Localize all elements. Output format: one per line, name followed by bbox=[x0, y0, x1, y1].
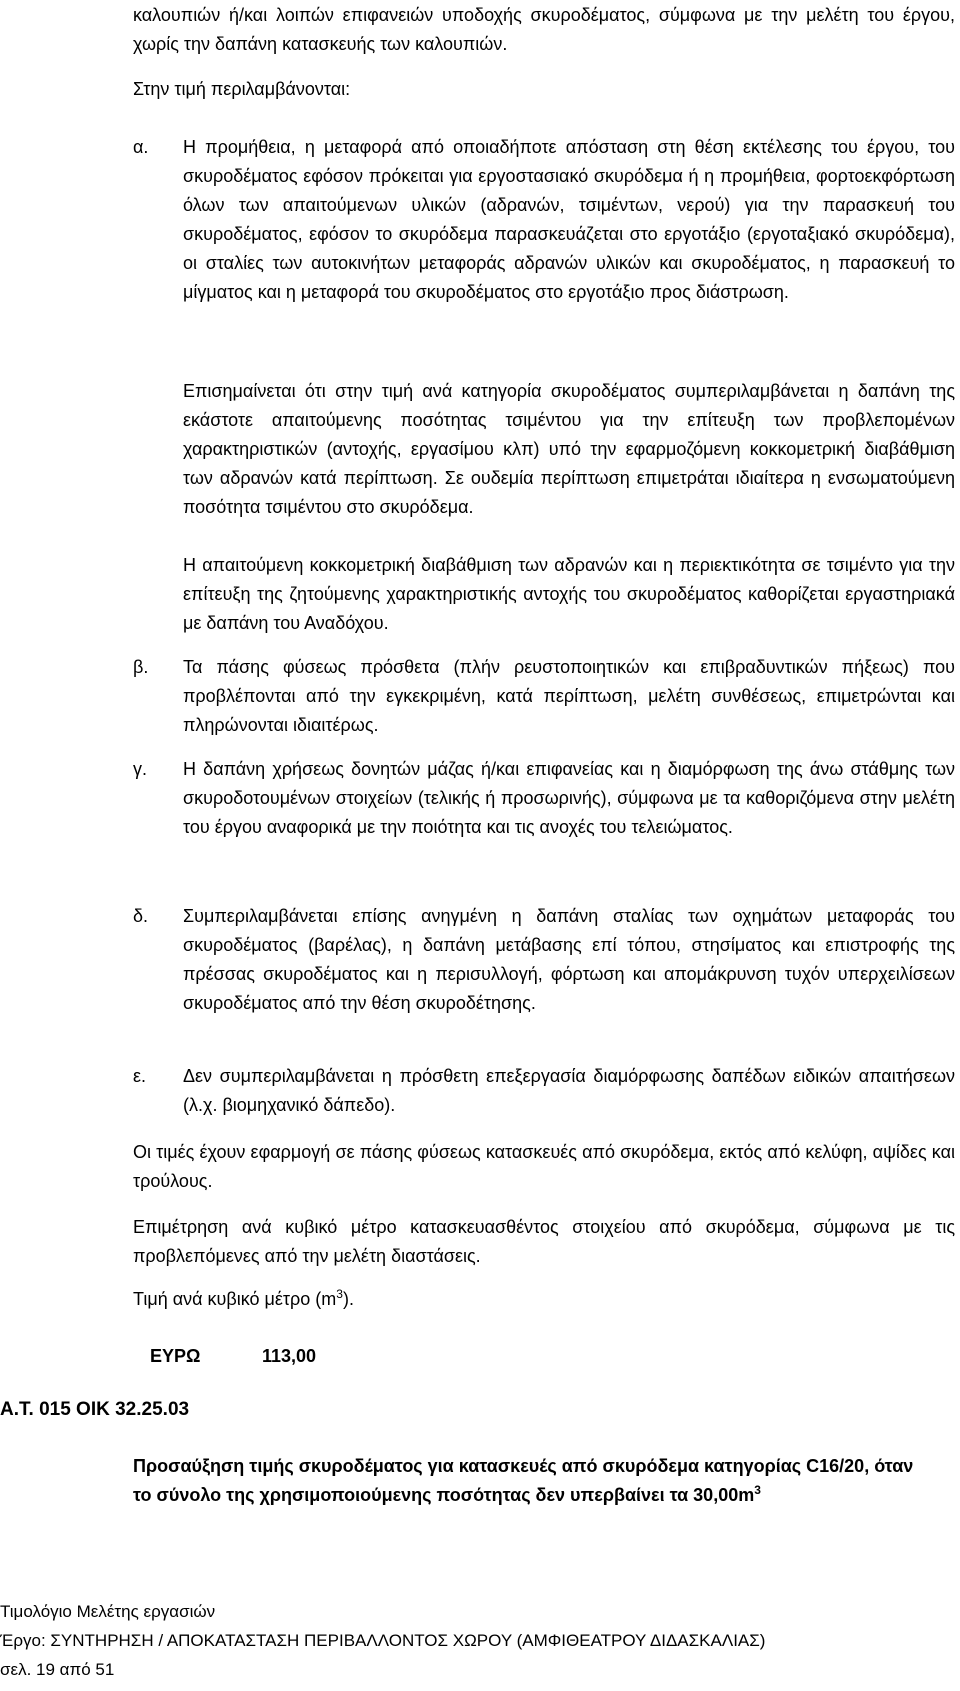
next-item-code: Α.Τ. 015 ΟΙΚ 32.25.03 bbox=[0, 1399, 190, 1420]
intro-continuation: καλουπιών ή/και λοιπών επιφανειών υποδοχής σκυροδέματος, σύμφωνα με την μελέτη του έργου, χωρίς την δαπάνη κατασκευής των καλουπιών. bbox=[133, 5, 955, 54]
next-item-title-text: Προσαύξηση τιμής σκυροδέματος για κατασκευές από σκυρόδεμα κατηγορίας C16/20, όταν το σύνολο της χρησιμοποιούμενης ποσότητας δεν υπερβαίνει τα 30,00m bbox=[133, 1456, 914, 1505]
price-currency: ΕΥΡΩ bbox=[150, 1346, 201, 1366]
unit-price-note bbox=[133, 1285, 955, 1314]
item-a-paragraph-1: Η προμήθεια, η μεταφορά από οποιαδήποτε απόσταση στη θέση εκτέλεσης του έργου, του σκυροδέματος εφόσον πρόκειται για εργοστασιακό σκυρόδεμα ή η προμήθεια, φορτοεκφόρτωση όλων των απαιτούμενων υλικών (αδρανών, τσιμέντων, νερού) για την παρασκευή του σκυροδέματος, εφόσον το σκυρόδεμα παρασκευάζεται στο εργοτάξιο (εργοταξιακό σκυρόδεμα), οι σταλίες των αυτοκινήτων μεταφοράς αδρανών υλικών και σκυροδέματος, η παρασκευή το μίγματος και η μεταφορά του σκυροδέματος στο εργοτάξιο προς διάστρωση. bbox=[183, 137, 955, 302]
item-marker-c: γ. bbox=[133, 759, 148, 779]
item-b-paragraph: Τα πάσης φύσεως πρόσθετα (πλήν ρευστοποιητικών και επιβραδυντικών πήξεως) που προβλέπονται από την εγκεκριμένη, κατά περίπτωση, μελέτη συνθέσεως, επιμετρώνται και πληρώνονται ιδιαιτέρως. bbox=[183, 657, 955, 735]
prices-apply-note: Οι τιμές έχουν εφαρμογή σε πάσης φύσεως κατασκευές από σκυρόδεμα, εκτός από κελύφη, αψίδες και τρούλους. bbox=[133, 1142, 955, 1191]
next-item-title bbox=[133, 1452, 933, 1510]
unit-price-suffix: ). bbox=[342, 1289, 354, 1309]
item-a-paragraph-2: Επισημαίνεται ότι στην τιμή ανά κατηγορία σκυροδέματος συμπεριλαμβάνεται η δαπάνη της εκάστοτε απαιτούμενης ποσότητας τσιμέντου για την επίτευξη των προβλεπομένων χαρακτηριστικών (αντοχής, εργασίμου κλπ) υπό την εφαρμοζόμενη κοκκομετρική διαβάθμιση των αδρανών κατά περίπτωση. Σε ουδεμία περίπτωση επιμετράται ιδιαίτερα η ενσωματούμενη ποσότητα τσιμέντου στο σκυρόδεμα. bbox=[183, 381, 955, 517]
includes-heading: Στην τιμή περιλαμβάνονται: bbox=[133, 79, 351, 99]
measurement-note: Επιμέτρηση ανά κυβικό μέτρο κατασκευασθέντος στοιχείου από σκυρόδεμα, σύμφωνα με τις προβλεπόμενες από την μελέτη διαστάσεις. bbox=[133, 1217, 955, 1266]
unit-price-prefix: Τιμή ανά κυβικό μέτρο (m bbox=[133, 1289, 337, 1309]
item-marker-d: δ. bbox=[133, 906, 149, 926]
unit-price-exponent: 3 bbox=[336, 1287, 343, 1301]
footer-title: Τιμολόγιο Μελέτης εργασιών bbox=[0, 1602, 216, 1621]
item-marker-e: ε. bbox=[133, 1066, 147, 1086]
price-amount: 113,00 bbox=[262, 1346, 317, 1366]
item-d-paragraph: Συμπεριλαμβάνεται επίσης ανηγμένη η δαπάνη σταλίας των οχημάτων μεταφοράς του σκυροδέματος (βαρέλας), η δαπάνη μετάβασης επί τόπου, στησίματος και επιστροφής της πρέσσας σκυροδέματος και η περισυλλογή, φόρτωση και απομάκρυνση τυχόν υπερχειλίσεων σκυροδέματος από την θέση σκυροδέτησης. bbox=[183, 906, 955, 1013]
item-e-paragraph: Δεν συμπεριλαμβάνεται η πρόσθετη επεξεργασία διαμόρφωσης δαπέδων ειδικών απαιτήσεων (λ.χ. βιομηχανικό δάπεδο). bbox=[183, 1066, 955, 1115]
item-marker-a: α. bbox=[133, 137, 149, 157]
item-marker-b: β. bbox=[133, 657, 149, 677]
item-a-paragraph-3: Η απαιτούμενη κοκκομετρική διαβάθμιση των αδρανών και η περιεκτικότητα σε τσιμέντο για την επίτευξη της ζητούμενης χαρακτηριστικής αντοχής του σκυροδέματος καθορίζεται εργαστηριακά με δαπάνη του Αναδόχου. bbox=[183, 555, 955, 633]
item-c-paragraph: Η δαπάνη χρήσεως δονητών μάζας ή/και επιφανείας και η διαμόρφωση της άνω στάθμης των σκυροδοτουμένων στοιχείων (τελικής ή προσωρινής), σύμφωνα με τα καθοριζόμενα στην μελέτη του έργου αναφορικά με την ποιότητα και τις ανοχές του τελειώματος. bbox=[183, 759, 955, 837]
next-item-title-exponent: 3 bbox=[754, 1483, 761, 1497]
footer-project: Έργο: ΣΥΝΤΗΡΗΣΗ / ΑΠΟΚΑΤΑΣΤΑΣΗ ΠΕΡΙΒΑΛΛΟΝΤΟΣ ΧΩΡΟΥ (ΑΜΦΙΘΕΑΤΡΟΥ ΔΙΔΑΣΚΑΛΙΑΣ) bbox=[0, 1631, 766, 1650]
footer-page-number: σελ. 19 από 51 bbox=[0, 1660, 115, 1679]
